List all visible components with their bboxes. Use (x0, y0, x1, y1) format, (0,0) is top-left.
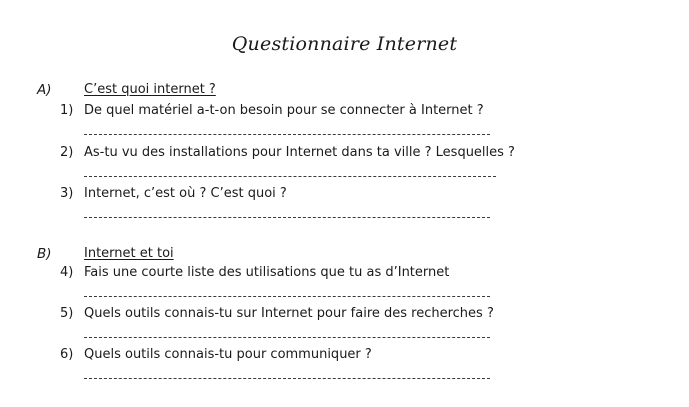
answer-line-3 (84, 217, 490, 218)
question-1-text: De quel matériel a-t-on besoin pour se connecter à Internet ? (84, 103, 484, 118)
section-b-letter: B) (37, 246, 52, 262)
answer-line-5 (84, 337, 490, 338)
question-6-text: Quels outils connais-tu pour communiquer ? (84, 347, 372, 362)
question-4-number: 4) (60, 265, 74, 280)
section-a-heading: C’est quoi internet ? (84, 82, 216, 97)
question-4-text: Fais une courte liste des utilisations que tu as d’Internet (84, 265, 450, 280)
question-3-text: Internet, c’est où ? C’est quoi ? (84, 186, 287, 201)
answer-line-2 (84, 176, 496, 177)
page-title: Questionnaire Internet (231, 33, 458, 55)
answer-line-1 (84, 134, 490, 135)
section-b-heading: Internet et toi (84, 246, 174, 261)
question-5-text: Quels outils connais-tu sur Internet pour faire des recherches ? (84, 306, 494, 321)
question-2-number: 2) (60, 145, 74, 160)
question-2-text: As-tu vu des installations pour Internet dans ta ville ? Lesquelles ? (84, 145, 515, 160)
question-5-number: 5) (60, 306, 74, 321)
section-a-letter: A) (37, 82, 52, 98)
question-6-number: 6) (60, 347, 74, 362)
question-1-number: 1) (60, 103, 74, 118)
answer-line-6 (84, 378, 490, 379)
question-3-number: 3) (60, 186, 74, 201)
answer-line-4 (84, 296, 490, 297)
